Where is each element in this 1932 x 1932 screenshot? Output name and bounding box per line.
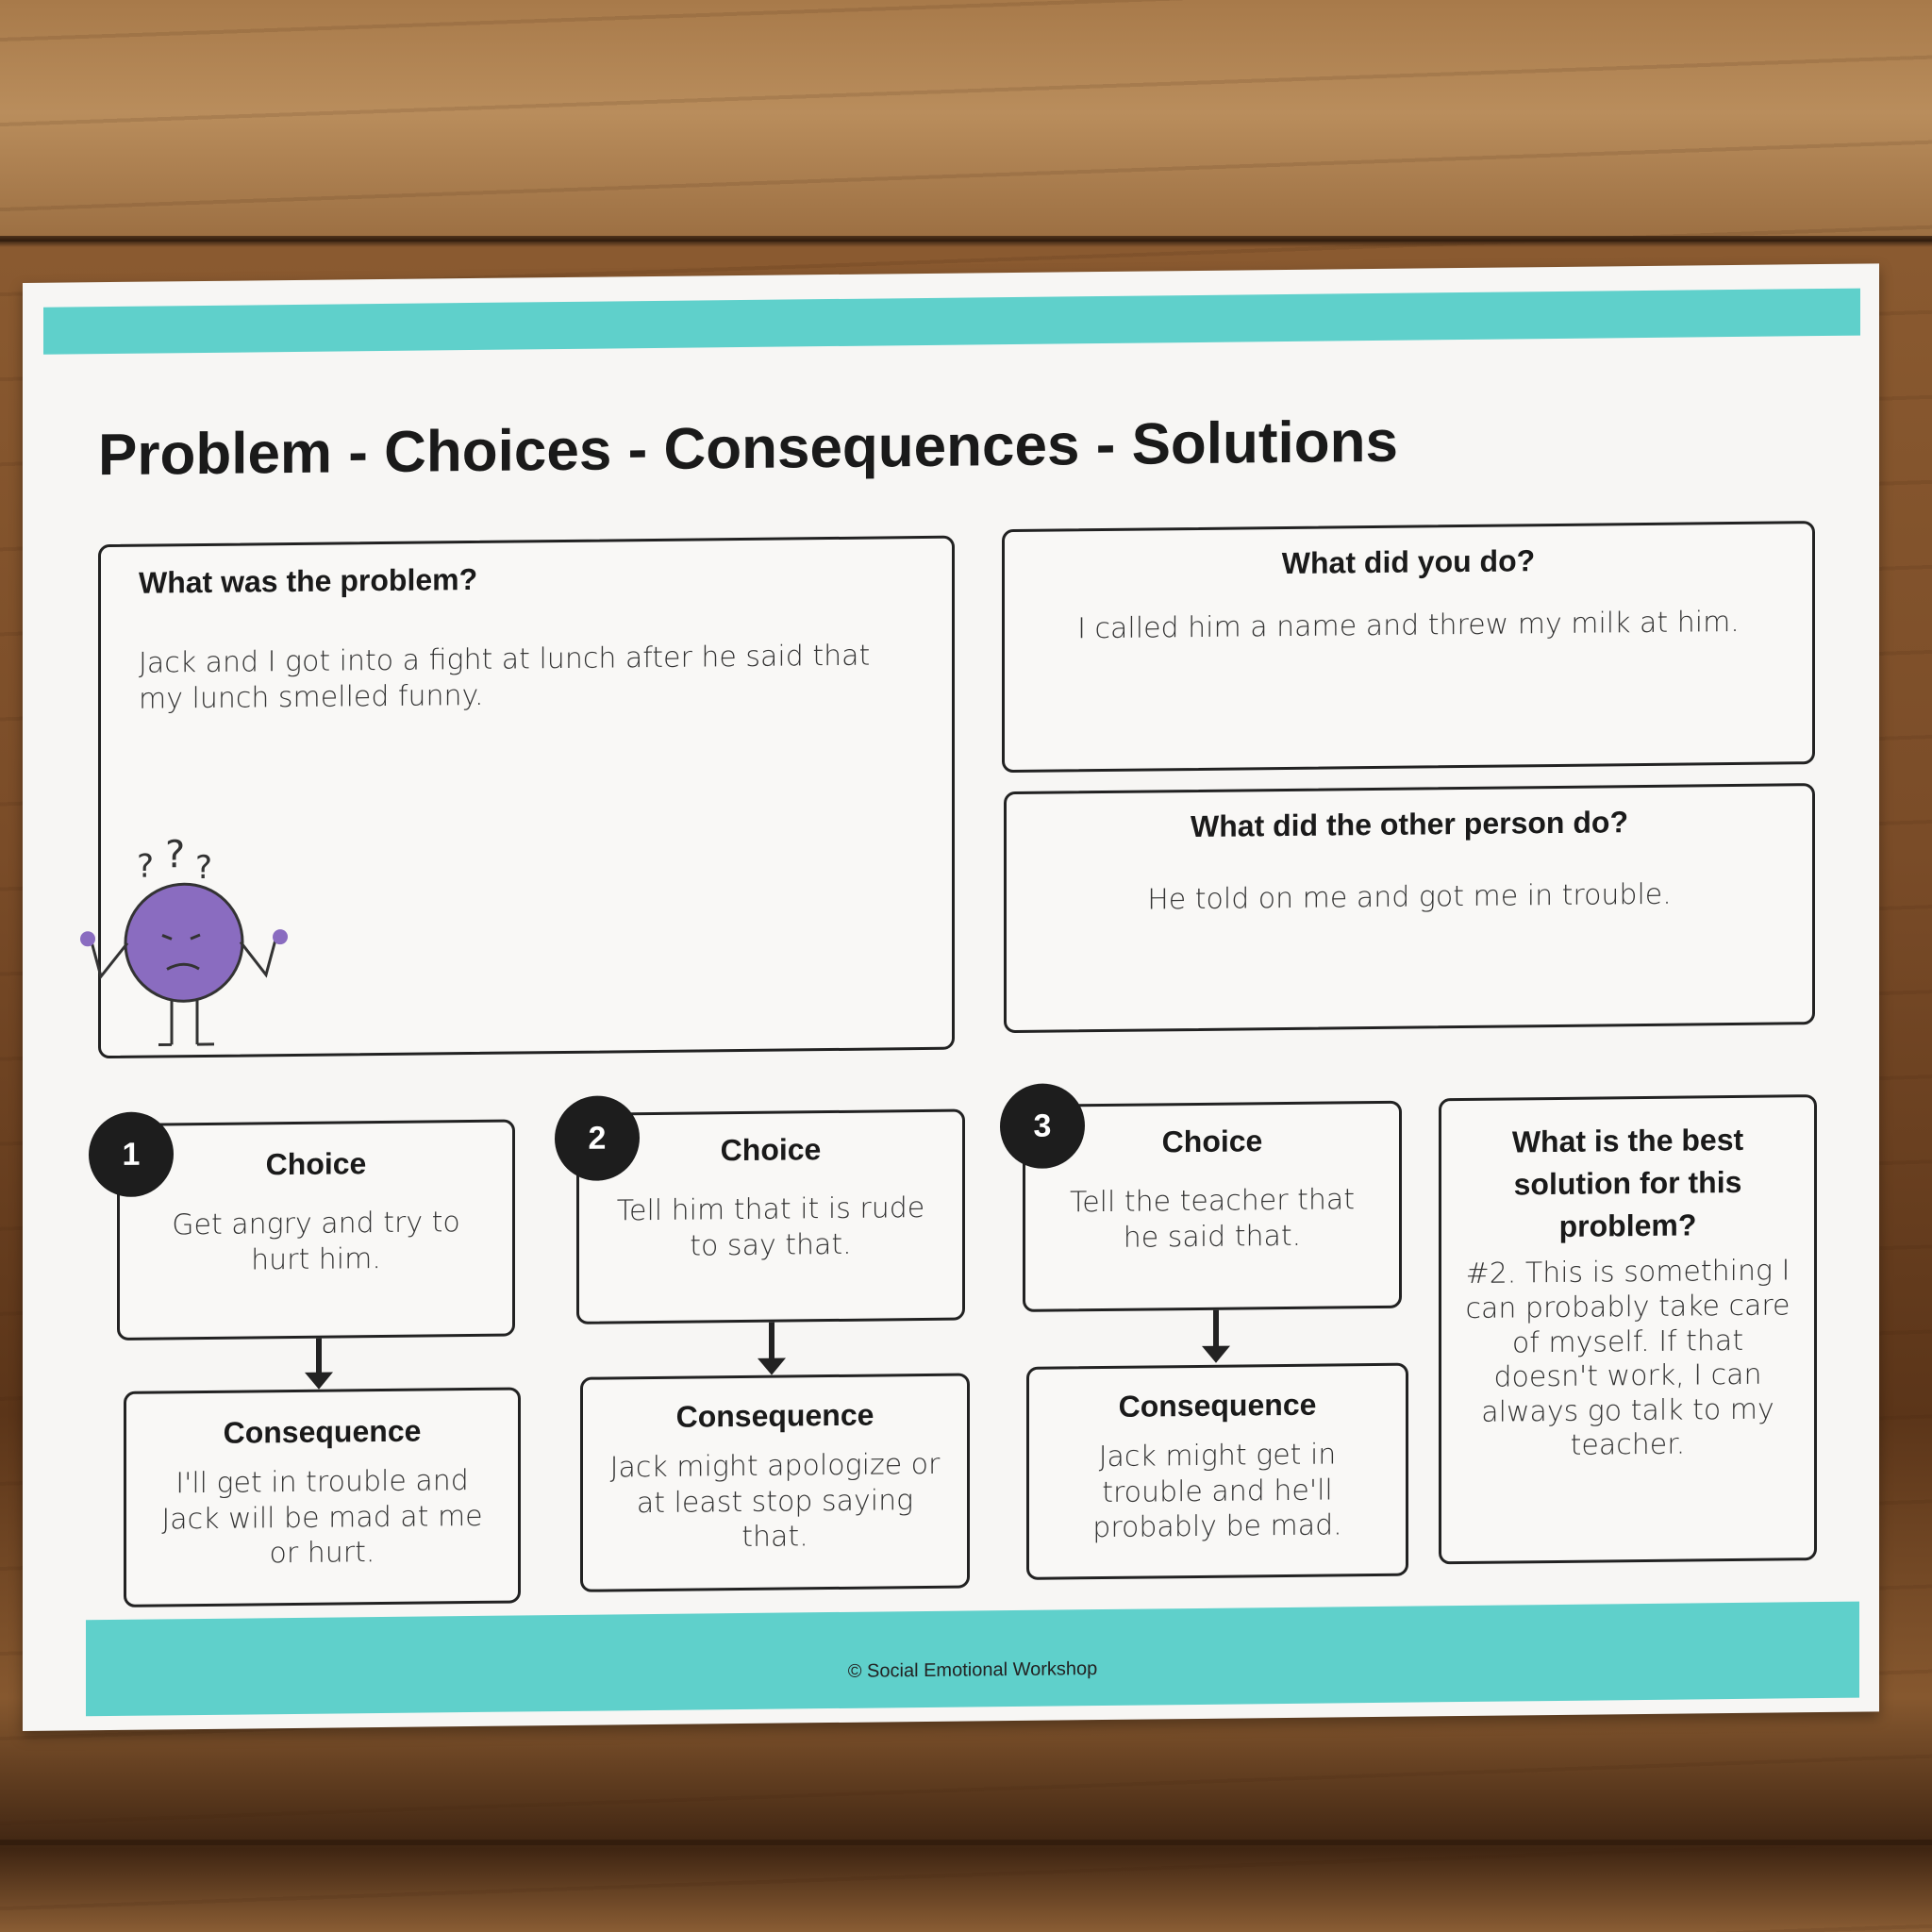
what-you-did-box [1002,521,1815,773]
consequence-2-box [580,1373,970,1591]
confused-character-icon [73,828,299,1058]
choice-2-heading: Choice [720,1132,822,1168]
arrow-down-icon [769,1323,774,1362]
bottom-teal-bar [86,1602,1859,1717]
what-you-did-answer: I called him a name and threw my milk at him. [1077,605,1740,646]
solution-heading: What is the best solution for this problem? [1511,1122,1744,1243]
solution-answer: #2. This is something I can probably take care of myself. If that doesn't work, I can always go talk to my teacher. [1465,1254,1790,1463]
consequence-3-heading: Consequence [1118,1387,1317,1424]
consequence-2-heading: Consequence [675,1397,874,1434]
solution-box [1439,1094,1817,1564]
choice-1-box [117,1120,515,1341]
copyright-footer: © Social Emotional Workshop [847,1658,1098,1682]
wood-plank-seam [0,1840,1932,1845]
svg-text:?: ? [137,847,155,886]
page-title: Problem - Choices - Consequences - Solutions [98,408,1398,489]
problem-answer: Jack and I got into a fight at lunch after he said that my lunch smelled funny. [139,639,871,716]
choice-2-answer: Tell him that it is rude to say that. [616,1191,925,1263]
svg-text:?: ? [195,848,213,888]
other-person-answer: He told on me and got me in trouble. [1147,877,1672,917]
consequence-1-answer: I'll get in trouble and Jack will be mad at me or hurt. [161,1464,483,1571]
choice-3-heading: Choice [1161,1124,1263,1159]
top-teal-bar [43,289,1860,355]
problem-heading: What was the problem? [139,561,478,600]
other-person-heading: What did the other person do? [1191,805,1628,844]
consequence-3-answer: Jack might get in trouble and he'll probably be mad. [1092,1438,1342,1545]
wood-plank-seam [0,236,1932,242]
worksheet [23,263,1879,1731]
choice-3-number-badge: 3 [1000,1083,1085,1169]
arrow-down-icon [316,1339,322,1376]
svg-text:?: ? [165,833,186,877]
other-person-box [1004,783,1815,1033]
consequence-1-box [124,1387,521,1607]
problem-box [98,536,955,1059]
choice-1-answer: Get angry and try to hurt him. [172,1206,460,1276]
what-you-did-heading: What did you do? [1281,543,1536,581]
choice-1-heading: Choice [265,1146,367,1182]
consequence-2-answer: Jack might apologize or at least stop saying that. [609,1447,941,1555]
arrow-down-icon [1213,1310,1219,1350]
consequence-1-heading: Consequence [223,1413,422,1450]
choice-2-number-badge: 2 [555,1095,640,1181]
consequence-3-box [1026,1363,1408,1580]
choice-1-number-badge: 1 [89,1111,174,1197]
choice-3-answer: Tell the teacher that he said that. [1069,1183,1356,1255]
